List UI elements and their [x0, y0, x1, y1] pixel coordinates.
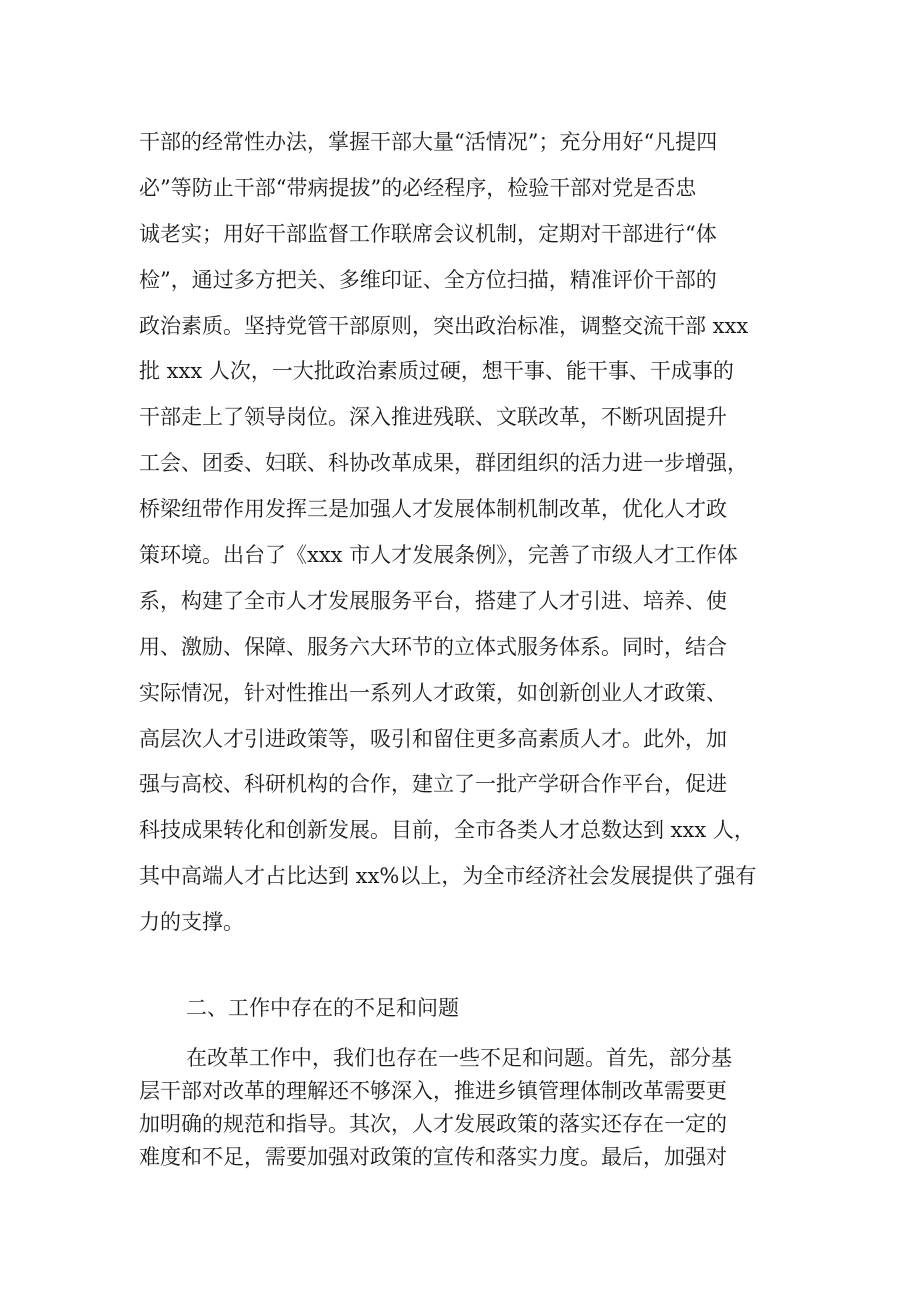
paragraph-line: 检”，通过多方把关、多维印证、全方位扫描，精准评价干部的 — [139, 267, 717, 292]
paragraph-line: 在改革工作中，我们也存在一些不足和问题。首先，部分基 — [186, 1046, 732, 1070]
paragraph-problems — [139, 1042, 799, 1174]
paragraph-line: 批 xxx 人次，一大批政治素质过硬，想干事、能干事、干成事的 — [139, 359, 734, 384]
paragraph-line: 策环境。出台了《xxx 市人才发展条例》，完善了市级人才工作体 — [139, 543, 738, 568]
paragraph-line: 强与高校、科研机构的合作，建立了一批产学研合作平台，促进 — [139, 772, 727, 797]
paragraph-line: 高层次人才引进政策等，吸引和留住更多高素质人才。此外，加 — [139, 726, 727, 751]
paragraph-line: 实际情况，针对性推出一系列人才政策，如创新创业人才政策、 — [139, 680, 727, 705]
paragraph-line: 干部走上了领导岗位。深入推进残联、文联改革，不断巩固提升 — [139, 405, 727, 430]
paragraph-line: 诚老实；用好干部监督工作联席会议机制，定期对干部进行“体 — [139, 221, 717, 246]
paragraph-line: 桥梁纽带作用发挥三是加强人才发展体制机制改革，优化人才政 — [139, 497, 727, 522]
paragraph-line: 难度和不足，需要加强对政策的宣传和落实力度。最后，加强对 — [139, 1145, 727, 1169]
paragraph-line: 工会、团委、妇联、科协改革成果，群团组织的活力进一步增强， — [139, 451, 748, 476]
paragraph-line: 必”等防止干部“带病提拔”的必经程序，检验干部对党是否忠 — [139, 175, 697, 200]
paragraph-line: 政治素质。坚持党管干部原则，突出政治标准，调整交流干部 xxx — [139, 313, 749, 338]
paragraph-line: 用、激励、保障、服务六大环节的立体式服务体系。同时，结合 — [139, 634, 727, 659]
paragraph-policy-achievements — [139, 120, 799, 946]
paragraph-line: 干部的经常性办法，掌握干部大量“活情况”；充分用好“凡提四 — [139, 130, 718, 154]
paragraph-line: 加明确的规范和指导。其次，人才发展政策的落实还存在一定的 — [139, 1112, 727, 1136]
paragraph-line: 科技成果转化和创新发展。目前，全市各类人才总数达到 xxx 人， — [139, 818, 755, 843]
section-heading: 二、工作中存在的不足和问题 — [186, 996, 459, 1020]
paragraph-line: 层干部对改革的理解还不够深入，推进乡镇管理体制改革需要更 — [139, 1079, 727, 1103]
paragraph-line: 其中高端人才占比达到 xx%以上，为全市经济社会发展提供了强有 — [139, 864, 757, 889]
paragraph-line: 系，构建了全市人才发展服务平台，搭建了人才引进、培养、使 — [139, 588, 727, 613]
paragraph-line: 力的支撑。 — [139, 910, 244, 935]
